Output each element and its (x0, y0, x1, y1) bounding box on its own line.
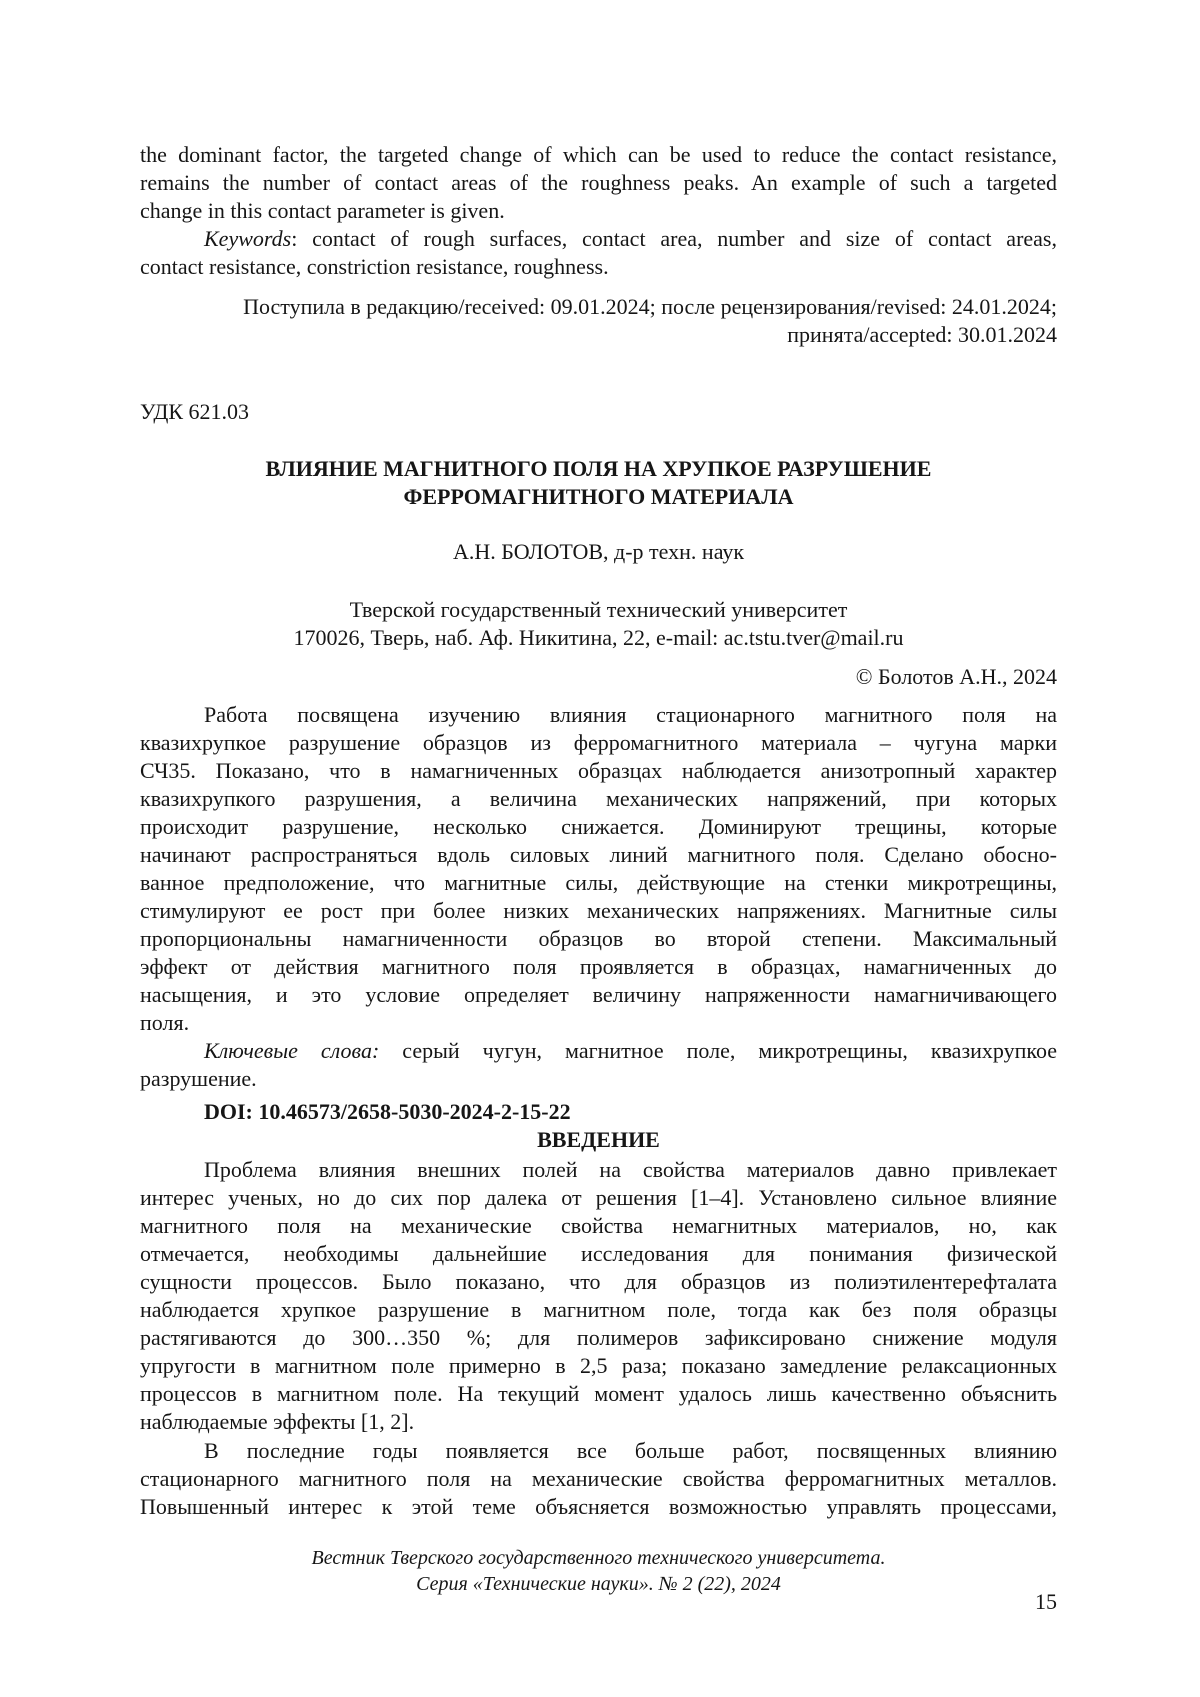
keywords-ru-line2: разрушение. (140, 1066, 257, 1091)
text-line: remains the number of contact areas of the roughness peaks. An example of such a targeted (140, 170, 1057, 195)
text-line: сущности процессов. Было показано, что для образцов из полиэтилентерефталата (140, 1269, 1057, 1294)
text-line: Вестник Тверского государственного технического университета. (311, 1547, 886, 1569)
text-line: change in this contact parameter is given. (140, 198, 505, 223)
text-line: ФЕРРОМАГНИТНОГО МАТЕРИАЛА (403, 484, 794, 509)
text-line: Повышенный интерес к этой теме объясняется возможностью управлять процессами, (140, 1494, 1057, 1519)
text-line: процессов в магнитном поле. На текущий момент удалось лишь качественно объяснить (140, 1381, 1057, 1406)
text-line: Поступила в редакцию/received: 09.01.2024; после рецензирования/revised: 24.01.2024; (243, 294, 1057, 319)
text-line: квазихрупкого разрушения, а величина механических напряжений, при которых (140, 786, 1057, 811)
section-heading-introduction: ВВЕДЕНИЕ (537, 1127, 660, 1152)
introduction-paragraph-1 (140, 1156, 1057, 1436)
article-author: А.Н. БОЛОТОВ, д-р техн. наук (452, 539, 745, 564)
keywords-ru-text: серый чугун, магнитное поле, микротрещины, квазихрупкое (379, 1038, 1057, 1063)
text-line: упругости в магнитном поле примерно в 2,5 раза; показано замедление релаксационных (140, 1353, 1057, 1378)
previous-article-abstract-en (140, 141, 1057, 225)
text-line: растягиваются до 300…350 %; для полимеров зафиксировано снижение модуля (140, 1325, 1057, 1350)
text-line: квазихрупкое разрушение образцов из ферромагнитного материала – чугуна марки (140, 730, 1057, 755)
text-line: Проблема влияния внешних полей на свойства материалов давно привлекает (204, 1157, 1057, 1182)
article-keywords-ru (140, 1037, 1057, 1093)
text-line: В последние годы появляется все больше работ, посвященных влиянию (204, 1438, 1057, 1463)
previous-article-keywords-en (140, 225, 1057, 281)
article-abstract-ru (140, 701, 1057, 1037)
introduction-paragraph-2 (140, 1437, 1057, 1521)
text-line: стимулируют ее рост при более низких механических напряжениях. Магнитные силы (140, 898, 1057, 923)
text-line: стационарного магнитного поля на механические свойства ферромагнитных металлов. (140, 1466, 1057, 1491)
text-line: наблюдается хрупкое разрушение в магнитном поле, тогда как без поля образцы (140, 1297, 1057, 1322)
keywords-ru-line1 (140, 1037, 1057, 1065)
text-line: ВЛИЯНИЕ МАГНИТНОГО ПОЛЯ НА ХРУПКОЕ РАЗРУШЕНИЕ (265, 456, 932, 481)
text-line: отмечается, необходимы дальнейшие исследования для понимания физической (140, 1241, 1057, 1266)
copyright-notice: © Болотов А.Н., 2024 (855, 664, 1057, 689)
text-line: СЧ35. Показано, что в намагниченных образцах наблюдается анизотропный характер (140, 758, 1057, 783)
keywords-en-text: : contact of rough surfaces, contact area, number and size of contact areas, (291, 226, 1057, 251)
page-number: 15 (1035, 1589, 1057, 1614)
text-line: происходит разрушение, несколько снижается. Доминируют трещины, которые (140, 814, 1057, 839)
text-line: поля. (140, 1010, 190, 1035)
doi: DOI: 10.46573/2658-5030-2024-2-15-22 (204, 1099, 571, 1124)
text-line: насыщения, и это условие определяет величину напряженности намагничивающего (140, 982, 1057, 1007)
text-line: Серия «Технические науки». № 2 (22), 2024 (416, 1573, 781, 1595)
udc-code: УДК 621.03 (140, 399, 250, 424)
text-line: эффект от действия магнитного поля проявляется в образцах, намагниченных до (140, 954, 1057, 979)
text-line: Работа посвящена изучению влияния стационарного магнитного поля на (204, 702, 1057, 727)
text-line: интерес ученых, но до сих пор далека от решения [1–4]. Установлено сильное влияние (140, 1185, 1057, 1210)
keywords-ru-label: Ключевые слова: (204, 1038, 380, 1063)
text-line: Тверской государственный технический университет (349, 597, 848, 622)
article-dates (140, 293, 1057, 349)
article-affiliation (140, 596, 1057, 652)
text-line: принята/accepted: 30.01.2024 (787, 322, 1057, 347)
keywords-en-line2: contact resistance, constriction resistance, roughness. (140, 254, 609, 279)
text-line: 170026, Тверь, наб. Аф. Никитина, 22, e-mail: ac.tstu.tver@mail.ru (293, 625, 904, 650)
text-line: магнитного поля на механические свойства немагнитных материалов, но, как (140, 1213, 1057, 1238)
text-line: пропорциональны намагниченности образцов во второй степени. Максимальный (140, 926, 1057, 951)
article-title (140, 455, 1057, 511)
keywords-en-label: Keywords (204, 226, 292, 251)
keywords-en-line1 (140, 225, 1057, 253)
text-line: the dominant factor, the targeted change of which can be used to reduce the contact resistance, (140, 142, 1057, 167)
text-line: начинают распространяться вдоль силовых линий магнитного поля. Сделано обосно- (140, 842, 1057, 867)
text-line: ванное предположение, что магнитные силы, действующие на стенки микротрещины, (140, 870, 1057, 895)
text-line: наблюдаемые эффекты [1, 2]. (140, 1409, 415, 1434)
